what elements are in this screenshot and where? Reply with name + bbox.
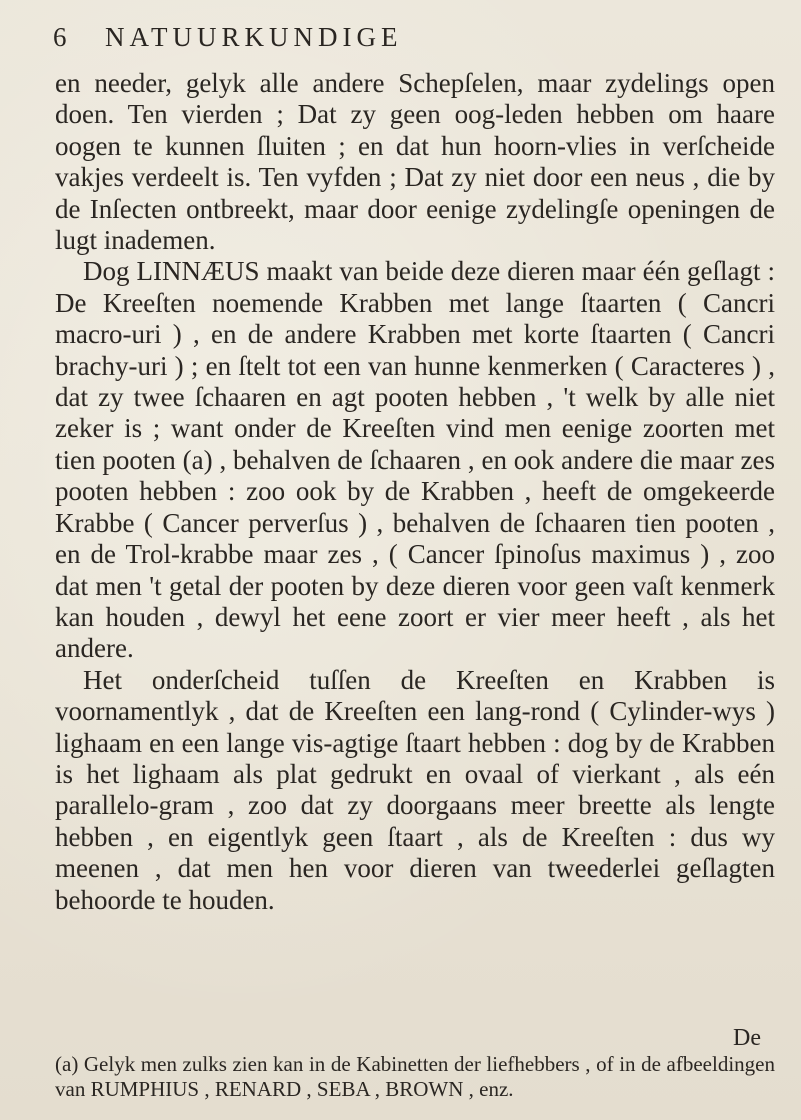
body-text [55,68,775,916]
footnote: (a) Gelyk men zulks zien kan in de Kabinetten der liefhebbers , of in de afbeeldingen van RUMPHIUS , RENARD , SEBA , BROWN , enz. [55,1052,775,1101]
page-header [0,20,801,60]
paragraph-3: Het onderſcheid tuſſen de Kreeſten en Krabben is voornamentlyk , dat de Kreeſten een lang-rond ( Cylinder-wys ) lighaam en een lange vis-agtige ſtaart hebben : dog by de Krabben is het lighaam als plat gedrukt en ovaal of vierkant , als eén parallelo-gram , zoo dat zy doorgaans meer breette als lengte hebben , en eigentlyk geen ſtaart , als de Kreeſten : dus wy meenen , dat men hen voor dieren van tweederlei geſlagten behoorde te houden. [55,664,775,915]
running-head: NATUURKUNDIGE [105,22,403,52]
paragraph-2: Dog LINNÆUS maakt van beide deze dieren maar één geſlagt : De Kreeſten noemende Krabben met lange ſtaarten ( Cancri macro-uri ) , en de andere Krabben met korte ſtaarten ( Cancri brachy-uri ) ; en ſtelt tot een van hunne kenmerken ( Caracteres ) , dat zy twee ſchaaren en agt pooten hebben , 't welk by alle niet zeker is ; want onder de Kreeſten vind men eenige zoorten met tien pooten (a) , behalven de ſchaaren , en ook andere die maar zes pooten hebben : zoo ook by de Krabben , heeft de omgekeerde Krabbe ( Cancer perverſus ) , behalven de ſchaaren tien pooten , en de Trol-krabbe maar zes , ( Cancer ſpinoſus maximus ) , zoo dat men 't getal der pooten by deze dieren voor geen vaſt kenmerk kan houden , dewyl het eene zoort er vier meer heeft , als het andere. [55,256,775,664]
catchword: De [733,1025,761,1051]
paragraph-1: en needer, gelyk alle andere Schepſelen, maar zydelings open doen. Ten vierden ; Dat zy geen oog-leden hebben om haare oogen te kunnen ſluiten ; en dat hun hoorn-vlies in verſcheide vakjes verdeelt is. Ten vyfden ; Dat zy niet door een neus , die by de Inſecten ontbreekt, maar door eenige zydelingſe openingen de lugt inademen. [55,68,775,256]
page-number: 6 [53,22,67,52]
